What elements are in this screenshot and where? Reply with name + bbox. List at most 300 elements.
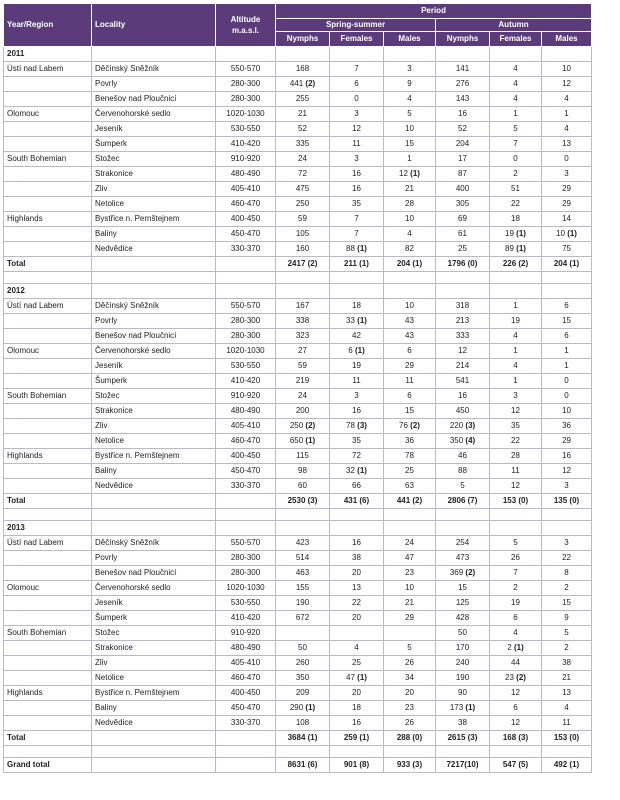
count-cell	[276, 671, 330, 686]
count-value: 10	[562, 64, 571, 73]
empty-cell	[92, 746, 216, 758]
count-cell	[330, 611, 384, 626]
count-note: (1)	[357, 316, 367, 325]
region-cell: Highlands	[4, 686, 92, 701]
empty-cell	[384, 521, 436, 536]
empty-cell	[216, 494, 276, 509]
count-cell	[542, 359, 592, 374]
altitude-cell: 530-550	[216, 122, 276, 137]
count-value: 82	[405, 244, 414, 253]
empty-cell	[92, 47, 216, 62]
count-value: 350	[449, 436, 464, 445]
count-note: (1)	[410, 169, 420, 178]
region-cell: Olomouc	[4, 344, 92, 359]
count-cell	[384, 716, 436, 731]
region-cell	[4, 566, 92, 581]
count-cell	[436, 419, 490, 434]
count-cell	[276, 551, 330, 566]
count-cell	[490, 107, 542, 122]
count-value: 4	[513, 64, 518, 73]
count-value: 4	[407, 94, 412, 103]
count-value: 29	[562, 184, 571, 193]
count-note: (1)	[513, 643, 524, 652]
region-cell	[4, 641, 92, 656]
region-cell	[4, 716, 92, 731]
empty-cell	[216, 521, 276, 536]
total-value: 153 (0)	[490, 494, 542, 509]
count-value: 3	[354, 391, 359, 400]
count-cell	[490, 299, 542, 314]
locality-cell: Netolice	[92, 197, 216, 212]
count-cell	[542, 227, 592, 242]
count-cell	[276, 404, 330, 419]
altitude-cell: 1020-1030	[216, 344, 276, 359]
empty-cell	[542, 272, 592, 284]
empty-cell	[330, 746, 384, 758]
count-value: 52	[298, 124, 307, 133]
region-cell	[4, 464, 92, 479]
count-cell	[490, 479, 542, 494]
count-value: 19	[505, 229, 514, 238]
count-value: 16	[352, 169, 361, 178]
count-cell	[542, 197, 592, 212]
count-note: (1)	[357, 673, 367, 682]
count-value: 369	[449, 568, 464, 577]
count-value: 290	[289, 703, 304, 712]
empty-cell	[276, 746, 330, 758]
count-cell	[330, 686, 384, 701]
count-cell	[542, 212, 592, 227]
count-cell	[490, 227, 542, 242]
count-cell	[384, 671, 436, 686]
count-cell	[542, 92, 592, 107]
count-note: (1)	[516, 229, 526, 238]
altitude-cell: 1020-1030	[216, 107, 276, 122]
empty-cell	[542, 509, 592, 521]
count-note: (1)	[516, 244, 526, 253]
empty-cell	[216, 257, 276, 272]
count-cell	[276, 686, 330, 701]
count-value: 15	[562, 598, 571, 607]
count-cell	[276, 182, 330, 197]
count-value: 78	[405, 451, 414, 460]
count-cell	[490, 716, 542, 731]
empty-cell	[490, 284, 542, 299]
table-row	[4, 701, 592, 716]
count-cell	[490, 536, 542, 551]
count-cell	[276, 137, 330, 152]
altitude-cell: 910-920	[216, 152, 276, 167]
region-cell	[4, 611, 92, 626]
count-value: 1	[513, 109, 518, 118]
count-cell	[542, 611, 592, 626]
count-note: (1)	[567, 229, 577, 238]
count-value: 16	[352, 184, 361, 193]
count-value: 11	[562, 718, 571, 727]
count-cell	[490, 137, 542, 152]
locality-cell: Děčínský Sněžník	[92, 536, 216, 551]
count-cell	[490, 611, 542, 626]
count-cell	[330, 581, 384, 596]
count-cell	[542, 551, 592, 566]
count-cell	[330, 152, 384, 167]
altitude-cell: 400-450	[216, 449, 276, 464]
region-cell	[4, 182, 92, 197]
count-cell	[330, 122, 384, 137]
count-cell	[384, 479, 436, 494]
count-cell	[384, 566, 436, 581]
count-cell	[330, 479, 384, 494]
empty-cell	[216, 731, 276, 746]
count-value: 3	[513, 391, 518, 400]
count-value: 108	[295, 718, 310, 727]
count-cell	[490, 374, 542, 389]
count-cell	[330, 77, 384, 92]
count-cell	[276, 479, 330, 494]
total-label: Grand total	[4, 758, 92, 773]
count-cell	[276, 299, 330, 314]
count-value: 24	[298, 154, 307, 163]
count-cell	[384, 551, 436, 566]
count-value: 51	[511, 184, 520, 193]
count-cell	[436, 656, 490, 671]
count-cell	[436, 92, 490, 107]
empty-cell	[276, 521, 330, 536]
count-value: 12	[458, 346, 467, 355]
region-cell	[4, 551, 92, 566]
altitude-cell: 460-470	[216, 671, 276, 686]
count-cell	[330, 62, 384, 77]
count-value: 36	[562, 421, 571, 430]
count-note: (1)	[357, 244, 367, 253]
empty-cell	[436, 521, 490, 536]
count-value: 7	[513, 568, 518, 577]
locality-cell: Povrly	[92, 314, 216, 329]
count-cell	[384, 227, 436, 242]
count-cell	[490, 449, 542, 464]
count-value: 29	[562, 199, 571, 208]
count-value: 333	[455, 331, 470, 340]
total-value: 441 (2)	[384, 494, 436, 509]
count-value: 25	[405, 466, 414, 475]
locality-cell: Povrly	[92, 77, 216, 92]
altitude-cell: 405-410	[216, 656, 276, 671]
count-cell	[436, 122, 490, 137]
locality-cell: Děčínský Sněžník	[92, 299, 216, 314]
count-value: 29	[405, 361, 414, 370]
total-value: 259 (1)	[330, 731, 384, 746]
count-value: 3	[354, 154, 359, 163]
count-value: 9	[407, 79, 412, 88]
count-note: (2)	[410, 421, 420, 430]
count-cell	[276, 374, 330, 389]
locality-cell: Zliv	[92, 656, 216, 671]
empty-cell	[490, 272, 542, 284]
locality-cell: Netolice	[92, 434, 216, 449]
region-cell	[4, 596, 92, 611]
count-value: 318	[455, 301, 470, 310]
count-value: 4	[354, 643, 359, 652]
empty-cell	[490, 509, 542, 521]
count-value: 16	[352, 538, 361, 547]
total-value: 8631 (6)	[276, 758, 330, 773]
count-value: 8	[564, 568, 569, 577]
count-value: 475	[295, 184, 310, 193]
altitude-cell: 480-490	[216, 404, 276, 419]
count-value: 214	[455, 361, 470, 370]
count-cell	[384, 167, 436, 182]
empty-cell	[542, 284, 592, 299]
locality-cell: Baliny	[92, 701, 216, 716]
empty-cell	[384, 284, 436, 299]
table-row	[4, 419, 592, 434]
count-cell	[542, 299, 592, 314]
count-value: 23	[405, 703, 414, 712]
count-cell	[436, 374, 490, 389]
empty-cell	[4, 509, 92, 521]
count-cell	[436, 464, 490, 479]
count-note: (1)	[357, 466, 367, 475]
total-value: 288 (0)	[384, 731, 436, 746]
count-value: 19	[511, 598, 520, 607]
count-cell	[384, 344, 436, 359]
empty-cell	[384, 47, 436, 62]
empty-cell	[4, 272, 92, 284]
count-cell	[276, 434, 330, 449]
count-cell	[436, 329, 490, 344]
count-cell	[436, 581, 490, 596]
count-value: 4	[564, 124, 569, 133]
table-row	[4, 374, 592, 389]
count-cell	[490, 686, 542, 701]
empty-cell	[436, 746, 490, 758]
count-cell	[276, 701, 330, 716]
count-value: 72	[352, 451, 361, 460]
count-value: 5	[407, 109, 412, 118]
count-cell	[276, 167, 330, 182]
count-value: 5	[564, 628, 569, 637]
spacer-row	[4, 509, 592, 521]
altitude-cell: 450-470	[216, 701, 276, 716]
count-value: 35	[511, 421, 520, 430]
count-cell	[276, 344, 330, 359]
count-note: (3)	[465, 421, 476, 430]
locality-cell: Strakonice	[92, 404, 216, 419]
count-value: 36	[405, 436, 414, 445]
count-cell	[490, 314, 542, 329]
count-value: 44	[511, 658, 520, 667]
count-value: 514	[295, 553, 310, 562]
count-value: 72	[298, 169, 307, 178]
table-row	[4, 656, 592, 671]
count-cell	[436, 716, 490, 731]
year-label: 2013	[4, 521, 92, 536]
empty-cell	[92, 272, 216, 284]
count-cell	[330, 551, 384, 566]
count-cell	[384, 641, 436, 656]
count-value: 21	[405, 598, 414, 607]
empty-cell	[92, 521, 216, 536]
total-value: 1796 (0)	[436, 257, 490, 272]
count-cell	[490, 329, 542, 344]
table-body	[4, 47, 592, 773]
altitude-cell: 450-470	[216, 464, 276, 479]
count-value: 1	[564, 361, 569, 370]
empty-cell	[490, 47, 542, 62]
count-cell	[490, 359, 542, 374]
table-row	[4, 686, 592, 701]
count-cell	[436, 359, 490, 374]
count-value: 76	[399, 421, 408, 430]
count-cell	[384, 656, 436, 671]
count-value: 11	[511, 466, 520, 475]
altitude-cell: 280-300	[216, 566, 276, 581]
count-value: 42	[352, 331, 361, 340]
count-cell	[276, 212, 330, 227]
total-value: 3684 (1)	[276, 731, 330, 746]
count-cell	[542, 242, 592, 257]
table-row	[4, 197, 592, 212]
count-value: 89	[505, 244, 514, 253]
count-value: 38	[562, 658, 571, 667]
empty-cell	[92, 731, 216, 746]
count-value: 24	[298, 391, 307, 400]
locality-cell: Zliv	[92, 182, 216, 197]
total-value: 2417 (2)	[276, 257, 330, 272]
count-cell	[330, 374, 384, 389]
count-cell	[384, 686, 436, 701]
count-value: 38	[458, 718, 467, 727]
count-value: 0	[564, 154, 569, 163]
count-value: 23	[405, 568, 414, 577]
count-cell	[330, 197, 384, 212]
empty-cell	[92, 284, 216, 299]
count-cell	[490, 92, 542, 107]
count-cell	[276, 536, 330, 551]
table-row	[4, 329, 592, 344]
count-cell	[276, 464, 330, 479]
count-value: 12	[511, 481, 520, 490]
count-cell	[330, 716, 384, 731]
table-row	[4, 434, 592, 449]
count-cell	[542, 449, 592, 464]
count-cell	[384, 62, 436, 77]
count-cell	[276, 581, 330, 596]
count-cell	[436, 434, 490, 449]
region-cell	[4, 419, 92, 434]
locality-cell: Benešov nad Ploučnicí	[92, 566, 216, 581]
spring-summer-header: Spring-summer	[276, 19, 436, 32]
count-value: 12	[352, 124, 361, 133]
empty-cell	[490, 746, 542, 758]
count-cell	[436, 551, 490, 566]
count-value: 167	[295, 301, 310, 310]
locality-cell: Jeseník	[92, 122, 216, 137]
count-cell	[436, 404, 490, 419]
count-cell	[490, 122, 542, 137]
count-value: 400	[455, 184, 470, 193]
locality-cell: Jeseník	[92, 596, 216, 611]
total-label: Total	[4, 257, 92, 272]
count-cell	[330, 596, 384, 611]
count-cell	[436, 389, 490, 404]
total-value: 204 (1)	[542, 257, 592, 272]
count-value: 7	[513, 139, 518, 148]
count-cell	[490, 242, 542, 257]
count-cell	[490, 656, 542, 671]
table-row	[4, 611, 592, 626]
count-value: 2	[564, 643, 569, 652]
count-value: 6	[407, 346, 412, 355]
count-cell	[384, 464, 436, 479]
count-cell	[436, 227, 490, 242]
count-value: 3	[564, 538, 569, 547]
count-cell	[330, 299, 384, 314]
count-value: 59	[298, 361, 307, 370]
count-cell	[330, 92, 384, 107]
count-value: 305	[455, 199, 470, 208]
count-value: 43	[405, 316, 414, 325]
count-cell	[542, 62, 592, 77]
total-row	[4, 494, 592, 509]
count-value: 204	[455, 139, 470, 148]
count-value: 450	[455, 406, 470, 415]
count-cell	[276, 389, 330, 404]
count-value: 22	[352, 598, 361, 607]
table-row	[4, 227, 592, 242]
count-value: 32	[346, 466, 355, 475]
count-cell	[436, 701, 490, 716]
count-value: 21	[298, 109, 307, 118]
count-value: 26	[511, 553, 520, 562]
count-cell	[436, 314, 490, 329]
count-value: 87	[458, 169, 467, 178]
count-cell	[542, 107, 592, 122]
count-value: 3	[564, 481, 569, 490]
count-value: 9	[564, 613, 569, 622]
locality-cell: Bystřice n. Pernštejnem	[92, 449, 216, 464]
locality-cell: Nedvědice	[92, 716, 216, 731]
table-row	[4, 389, 592, 404]
count-value: 0	[354, 94, 359, 103]
count-value: 6	[513, 703, 518, 712]
altitude-cell: 400-450	[216, 212, 276, 227]
count-cell	[330, 212, 384, 227]
total-value: 901 (8)	[330, 758, 384, 773]
total-value: 226 (2)	[490, 257, 542, 272]
count-cell	[436, 344, 490, 359]
year-label: 2011	[4, 47, 92, 62]
count-value: 6	[513, 613, 518, 622]
empty-cell	[384, 272, 436, 284]
count-cell	[330, 449, 384, 464]
count-cell	[436, 596, 490, 611]
locality-cell: Šumperk	[92, 611, 216, 626]
count-value: 47	[405, 553, 414, 562]
count-value: 26	[405, 658, 414, 667]
count-cell	[490, 581, 542, 596]
count-cell	[436, 242, 490, 257]
count-cell	[330, 404, 384, 419]
total-value: 2530 (3)	[276, 494, 330, 509]
count-cell	[490, 551, 542, 566]
locality-cell: Stožec	[92, 626, 216, 641]
total-value: 153 (0)	[542, 731, 592, 746]
count-cell	[276, 566, 330, 581]
empty-cell	[330, 47, 384, 62]
empty-cell	[92, 494, 216, 509]
count-cell	[542, 344, 592, 359]
